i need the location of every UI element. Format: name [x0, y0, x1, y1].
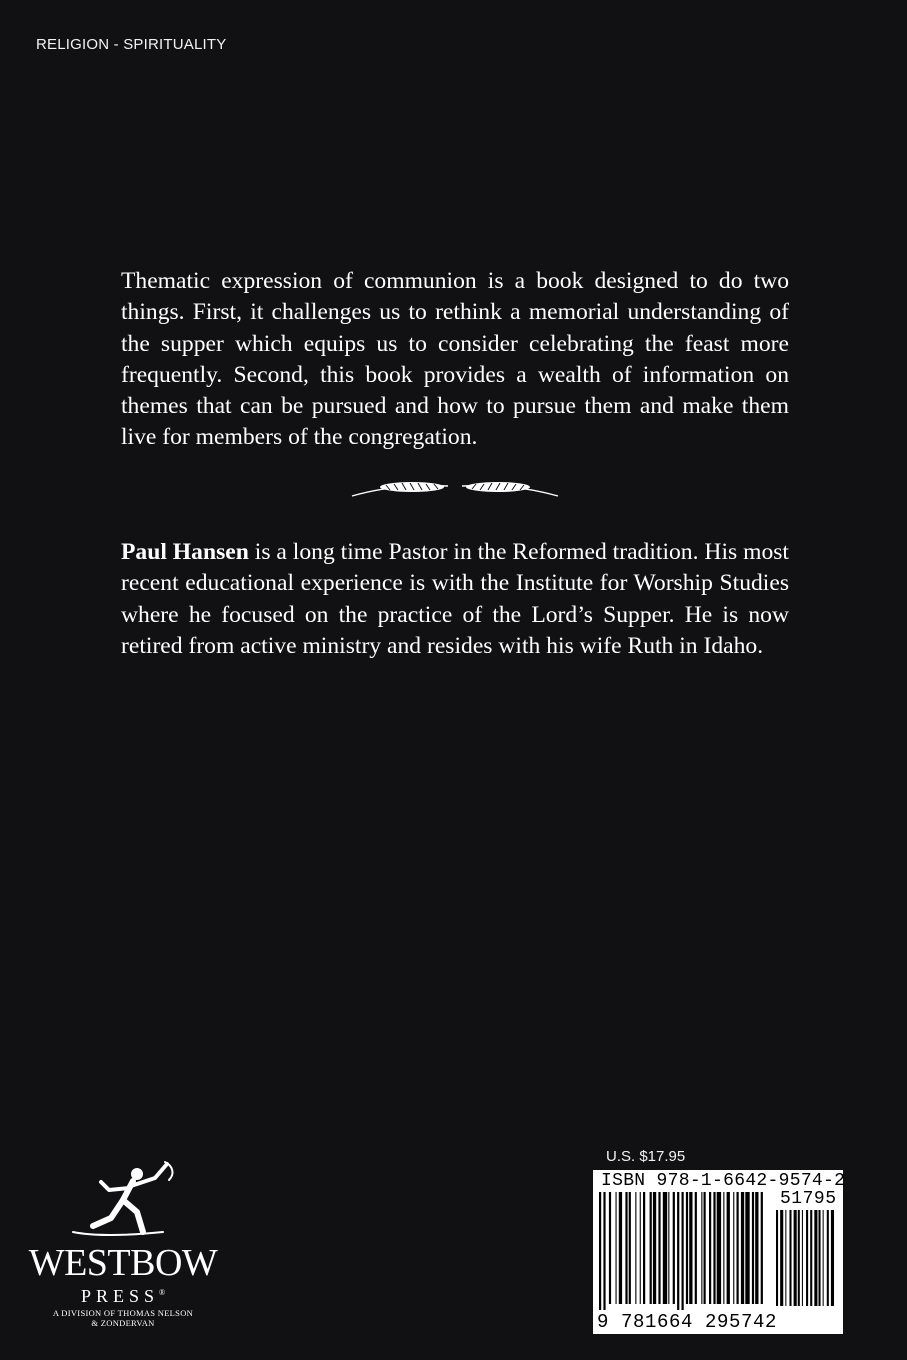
category-label: RELIGION - SPIRITUALITY — [36, 36, 227, 53]
publisher-brand: WESTBOW — [28, 1242, 218, 1284]
runner-logo-icon — [63, 1160, 183, 1240]
author-bio — [121, 537, 789, 662]
publisher-press — [28, 1284, 218, 1305]
publisher-press-label: PRESS — [80, 1286, 159, 1306]
barcode-addon-number: 51795 — [780, 1189, 837, 1209]
barcode-bars — [599, 1192, 769, 1312]
barcode-addon-bars — [776, 1210, 838, 1312]
price-label: U.S. $17.95 — [606, 1148, 686, 1165]
trademark-symbol: ® — [158, 1288, 166, 1297]
publisher-division-line2: & ZONDERVAN — [91, 1318, 155, 1328]
isbn-number: ISBN 978-1-6642-9574-2 — [601, 1171, 846, 1191]
author-name: Paul Hansen — [121, 539, 249, 565]
barcode — [593, 1170, 846, 1334]
book-description: Thematic expression of communion is a book designed to do two things. First, it challenges us to rethink a memorial understanding of the supper which equips us to consider celebrating the feast more frequently. Second, this book provides a wealth of information on themes that can be pursued and how to pursue them and make them live for members of the congregation. — [121, 268, 789, 451]
publisher-division-line1: A DIVISION OF THOMAS NELSON — [52, 1308, 194, 1318]
publisher-division — [28, 1308, 218, 1328]
publisher-logo — [28, 1160, 218, 1330]
author-bio-text: is a long time Pastor in the Reformed tradition. His most recent educational experience is with the Institute for Worship Studies where he focused on the practice of the Lord’s Supper. He is now retired from active ministry and resides with his wife Ruth in Idaho. — [121, 539, 789, 659]
ean-number: 9 781664 295742 — [597, 1311, 778, 1333]
wheat-ornament-icon — [350, 476, 560, 506]
